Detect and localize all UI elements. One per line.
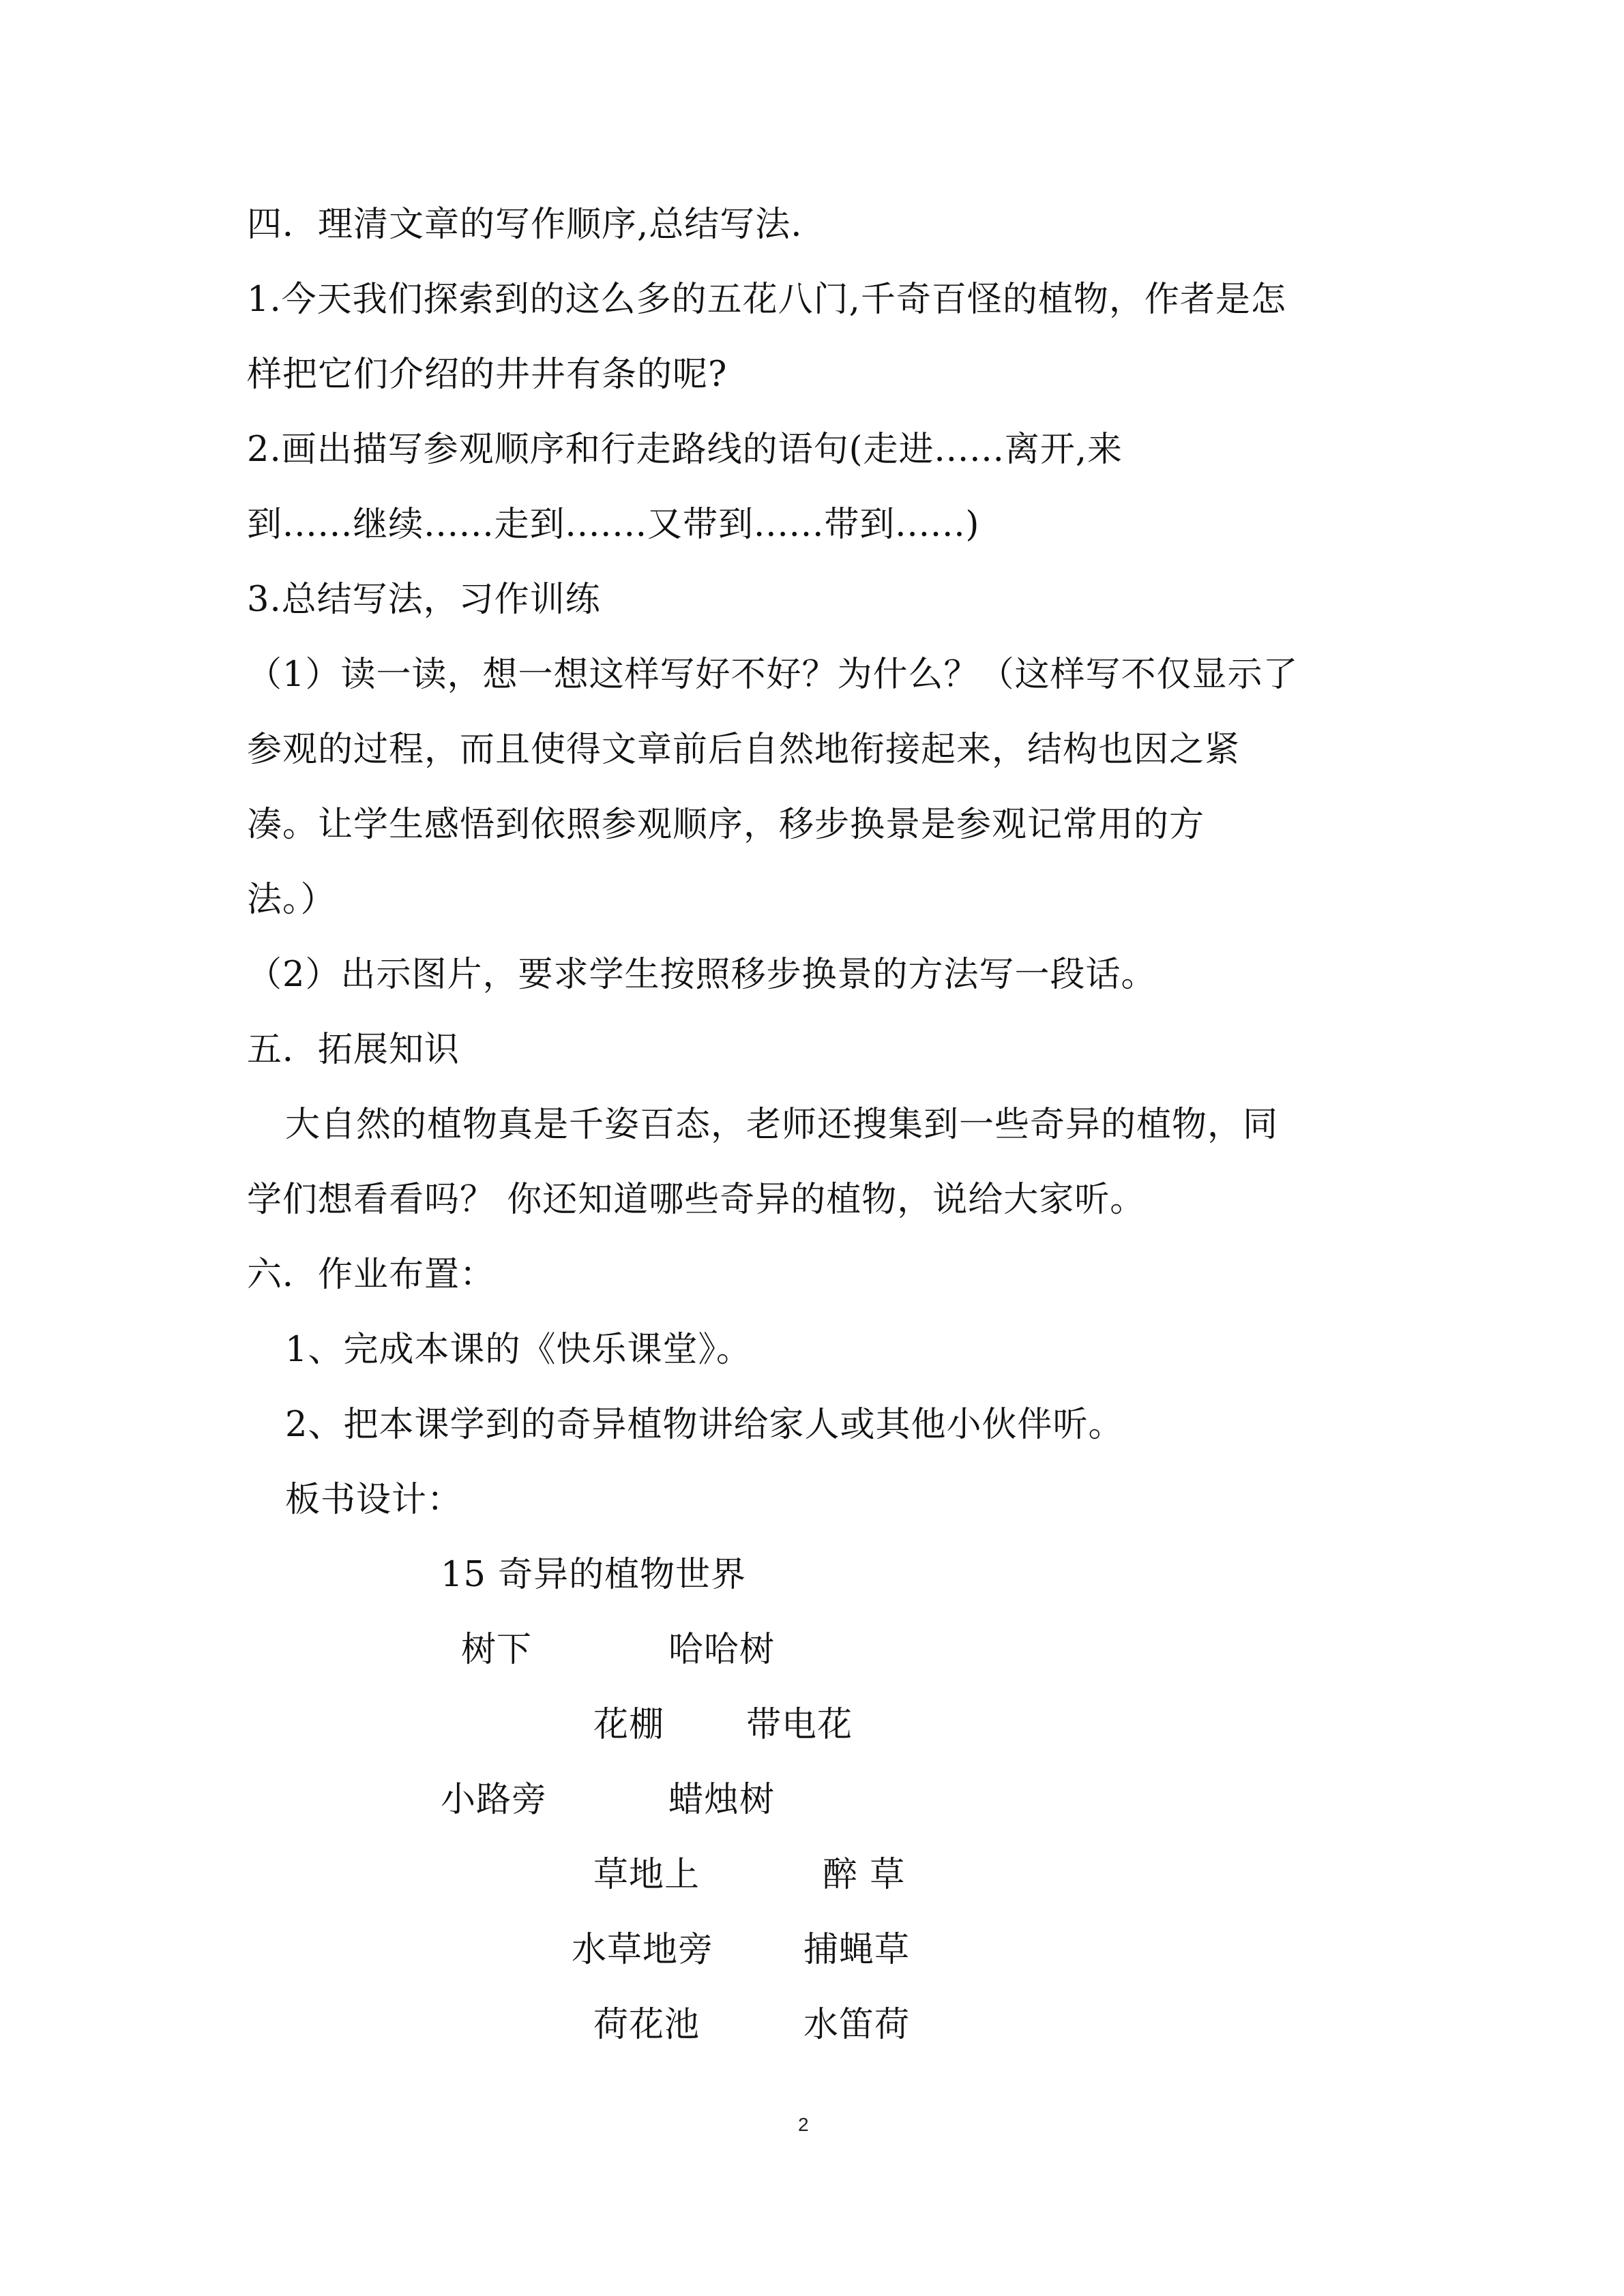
- section-5-para-line-2: 学们想看看吗？ 你还知道哪些奇异的植物，说给大家听。: [247, 1180, 1146, 1220]
- section-5-heading: 五．拓展知识: [247, 1030, 460, 1070]
- homework-item-2: 2、把本课学到的奇异植物讲给家人或其他小伙伴听。: [285, 1405, 1124, 1445]
- question-2-line-1: 2.画出描写参观顺序和行走路线的语句(走进......离开,来: [247, 430, 1123, 470]
- point-2: （2）出示图片，要求学生按照移步换景的方法写一段话。: [247, 955, 1157, 995]
- board-place: 草地上: [593, 1855, 700, 1895]
- point-1-line-2: 参观的过程，而且使得文章前后自然地衔接起来，结构也因之紧: [247, 730, 1241, 770]
- board-title: 15 奇异的植物世界: [441, 1555, 747, 1595]
- board-place: 树下: [461, 1630, 533, 1670]
- point-1-line-3: 凑。让学生感悟到依照参观顺序，移步换景是参观记常用的方: [247, 805, 1205, 845]
- section-4-heading: 四．理清文章的写作顺序,总结写法.: [247, 205, 803, 245]
- board-plant: 哈哈树: [668, 1630, 776, 1670]
- question-3: 3.总结写法，习作训练: [247, 580, 601, 620]
- board-place: 花棚: [593, 1705, 665, 1745]
- section-6-heading: 六．作业布置：: [247, 1255, 496, 1295]
- question-2-line-2: 到......继续......走到.......又带到......带到......): [247, 505, 980, 545]
- point-1-line-4: 法。）: [247, 880, 336, 920]
- board-plant: 带电花: [746, 1705, 853, 1745]
- board-place: 荷花池: [593, 2005, 700, 2045]
- question-1-line-2: 样把它们介绍的井井有条的呢?: [247, 355, 728, 395]
- homework-item-1: 1、完成本课的《快乐课堂》。: [285, 1330, 752, 1370]
- board-plant: 水笛荷: [803, 2005, 911, 2045]
- board-plant: 蜡烛树: [668, 1780, 776, 1820]
- board-plant: 醉 草: [823, 1855, 906, 1895]
- section-5-para-line-1: 大自然的植物真是千姿百态，老师还搜集到一些奇异的植物，同: [285, 1105, 1279, 1145]
- question-1-line-1: 1.今天我们探索到的这么多的五花八门,千奇百怪的植物，作者是怎: [247, 280, 1286, 320]
- board-design-label: 板书设计：: [285, 1480, 463, 1520]
- point-1-line-1: （1）读一读，想一想这样写好不好？为什么？（这样写不仅显示了: [247, 655, 1299, 695]
- page-number: 2: [798, 2114, 809, 2135]
- board-plant: 捕蝇草: [803, 1930, 911, 1970]
- board-place: 小路旁: [441, 1780, 548, 1820]
- board-place: 水草地旁: [572, 1930, 714, 1970]
